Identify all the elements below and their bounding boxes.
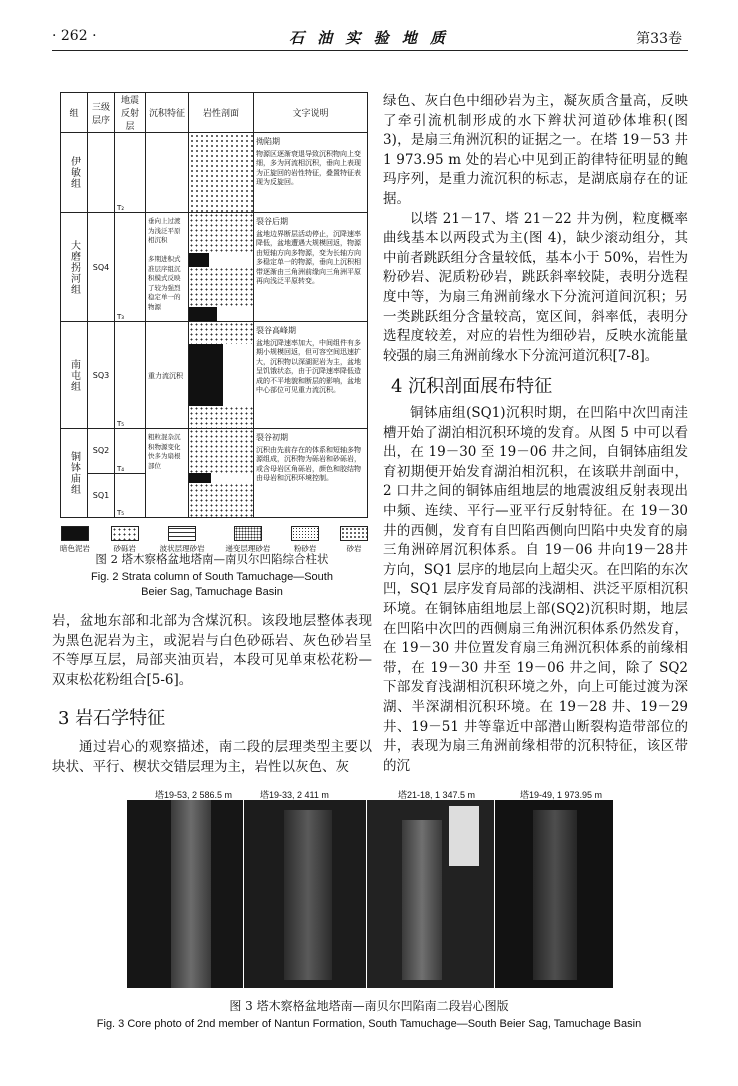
section-yimin xyxy=(189,133,254,213)
group-nantun: 南屯组 xyxy=(61,322,88,429)
section-3-heading: 3 岩石学特征 xyxy=(58,708,166,729)
journal-title: 石 油 实 验 地 质 xyxy=(288,29,450,47)
col-sequence: 三级层序 xyxy=(88,93,115,133)
paragraph: 通过岩心的观察描述，南二段的层理类型主要以块状、平行、楔状交错层理为主，岩性以灰色、灰 xyxy=(52,739,372,775)
legend-item: 砂岩 xyxy=(340,526,368,554)
legend-item: 粉砂岩 xyxy=(291,526,319,554)
facies-sq4: 垂向上过渡为浅泛平原相沉积 多期进积式准层序组沉积模式反映了较为强烈稳定单一的物源 xyxy=(146,213,189,322)
volume-label: 第33卷 xyxy=(636,31,682,47)
core-label-3: 塔21-18, 1 347.5 m xyxy=(398,790,476,800)
figure3-caption-en: Fig. 3 Core photo of 2nd member of Nantun Formation, South Tamuchage—South Beier Sag, Tamuchage Basin xyxy=(96,1018,642,1030)
col-section: 岩性剖面 xyxy=(189,93,254,133)
right-column-text-2 xyxy=(383,404,688,776)
facies-sq3: 重力流沉积 xyxy=(146,322,189,429)
siltstone-swatch xyxy=(291,526,319,541)
left-column-text xyxy=(52,612,372,690)
page-number: · 262 · xyxy=(52,28,97,44)
col-facies: 沉积特征 xyxy=(146,93,189,133)
reflector-t5a: T₅ xyxy=(115,322,146,429)
core-label-4: 塔19-49, 1 973.95 m xyxy=(520,790,603,800)
sequence-sq4: SQ4 xyxy=(88,213,115,322)
legend-item: 砂砾岩 xyxy=(111,526,139,554)
desc-peak-rift: 裂谷高峰期 盆地沉降速率加大，中间组件有多期小规模回返，但可容空间迅速扩大，沉积物以深湖泥岩为主，盆地呈饥饿状态，由于沉降速率降低造成的不平地貌和断层的影响，盆地中心部位可见重力流沉积。 xyxy=(254,322,368,429)
glutenite-swatch xyxy=(111,526,139,541)
core-photo-3 xyxy=(367,800,494,988)
core-photo-1 xyxy=(127,800,243,988)
section-tongbomiao xyxy=(189,429,254,518)
strata-table xyxy=(60,92,368,518)
paragraph: 以塔 21－17、塔 21－22 井为例，粒度概率曲线基本以两段式为主(图 4)，缺少滚动组分，其中前者跳跃组分含量较低，基本小于 50%，岩性为粉砂岩、泥质粉砂岩，跳跃斜率较陡，表明分选程度中等，为扇三角洲前缘水下分流河道间沉积；另一类跳跃组分含量较高，宽区间，斜率低，表明分选程度较差，对应的岩性为细砂岩，反映水流能量较强的扇三角洲前缘水下分流河道沉积[7-8]。 xyxy=(383,210,688,364)
paragraph: 铜钵庙组(SQ1)沉积时期，在凹陷中次凹南洼槽开始了湖泊相沉积环境的发育。从图 5 中可以看出，在 19－30 至 19－06 井之间，自铜钵庙组发育初期便开始发育湖泊相沉积，在该联井剖面中，2 口井之间的铜钵庙组地层的地震波组反射表现出中频、连续、平行—亚平行反射特征。在 19－30 井的西侧，发育有自凹陷西侧向凹陷中央发育的扇三角洲碎屑沉积体系。自 19－06 井向19－28井方向，SQ1 层序的地层向上超尖灭。在凹陷的东次凹，SQ1 层序发育局部的浅湖相、洪泛平原相沉积环境。在铜钵庙组地层上部(SQ2)沉积时期，地层在凹陷中次凹的西侧扇三角洲沉积体系仍然发育，在 19－30 井位置发育扇三角洲沉积体系的前缘相带，在 19－30 井至 19－06 井之间，除了 SQ2 下部发育浅湖相沉积环境之外，向上可能过渡为深湖、半深湖相沉积环境。在 19－28 井、19－29 井、19－51 井等靠近中部潜山断裂构造带部位的井，表现为扇三角洲前缘相带的沉积特征，该区带的沉 xyxy=(383,405,688,774)
sequence-sq1: SQ1 xyxy=(88,473,115,518)
legend-item: 递变层理砂岩 xyxy=(225,526,270,554)
desc-late-rift: 裂谷后期 盆地边界断层活动停止，沉降速率降低，盆地遭遇大规模回返，物源由短轴方向多物源，变为长轴方向多稳定单一的物源，垂向上沉积相带逐渐由三角洲前缘向三角洲平原再向浅泛平原转变。 xyxy=(254,213,368,322)
section-4-heading: 4 沉积剖面展布特征 xyxy=(391,376,553,397)
legend-item: 波状层理砂岩 xyxy=(160,526,205,554)
reflector-t4: T₄ xyxy=(115,429,146,474)
group-yimin: 伊敏组 xyxy=(61,133,88,213)
group-damoguaihe: 大磨拐河组 xyxy=(61,213,88,322)
sandstone-swatch xyxy=(340,526,368,541)
right-column-text xyxy=(383,92,688,366)
facies-sq2: 粗粒混杂沉积物源变化快多为扇根部位 xyxy=(146,429,189,518)
col-seismic: 地震反射层 xyxy=(115,93,146,133)
legend xyxy=(60,526,368,554)
dark-mudstone-swatch xyxy=(61,526,89,541)
sequence-sq2: SQ2 xyxy=(88,429,115,474)
section-sq3 xyxy=(189,322,254,429)
core-photo-4 xyxy=(495,800,613,988)
figure2-caption-en-1: Fig. 2 Strata column of South Tamuchage—South xyxy=(91,571,333,583)
core-photo-2 xyxy=(244,800,366,988)
core-label-1: 塔19-53, 2 586.5 m xyxy=(155,790,233,800)
core-label-2: 塔19-33, 2 411 m xyxy=(260,790,329,800)
legend-item: 暗色泥岩 xyxy=(60,526,90,554)
graded-sandstone-swatch xyxy=(234,526,262,541)
reflector-t5b: T₅ xyxy=(115,473,146,518)
col-group: 组 xyxy=(61,93,88,133)
desc-early-rift: 裂谷初期 沉积由先前存在的体系和短轴多物源组成，沉积物为砾岩和砂砾岩，或含母岩区角砾岩，颜色和胶结物由母岩和沉积环境控制。 xyxy=(254,429,368,518)
reflector-t2: T₂ xyxy=(115,133,146,213)
paragraph: 绿色、灰白色中细砂岩为主，凝灰质含量高，反映了牵引流机制形成的水下辫状河道砂体堆积(图 3)，是扇三角洲沉积的证据之一。在塔 19－53 井 1 973.95 m 处的岩心中见到正韵律特征明显的鲍玛序列，是重力流沉积的标志，是湖底扇存在的证据。 xyxy=(383,93,688,207)
section-sq4 xyxy=(189,213,254,322)
group-tongbomiao: 铜钵庙组 xyxy=(61,429,88,518)
desc-sag: 拗陷期 物源区逐渐衰退导致沉积物向上变细，多为河流相沉积，垂向上表现为正旋回的岩性特征，叠置特征表现为反旋回。 xyxy=(254,133,368,213)
header-rule xyxy=(52,50,688,51)
wavy-sandstone-swatch xyxy=(168,526,196,541)
paragraph: 岩，盆地东部和北部为含煤沉积。该段地层整体表现为黑色泥岩为主，或泥岩与白色砂砾岩、灰色砂岩呈不等厚互层，局部夹油页岩，本段可见单束松花粉—双束松花粉组合[5-6]。 xyxy=(52,613,372,688)
sequence-sq3: SQ3 xyxy=(88,322,115,429)
strata-column-figure xyxy=(60,92,368,554)
col-description: 文字说明 xyxy=(254,93,368,133)
figure2-caption-en-2: Beier Sag, Tamuchage Basin xyxy=(141,586,283,598)
reflector-t3: T₃ xyxy=(115,213,146,322)
figure3-caption-cn: 图 3 塔木察格盆地塔南—南贝尔凹陷南二段岩心图版 xyxy=(229,999,509,1013)
figure2-caption-cn: 图 2 塔木察格盆地塔南—南贝尔凹陷综合柱状 xyxy=(95,552,329,566)
left-column-text-2 xyxy=(52,738,372,777)
